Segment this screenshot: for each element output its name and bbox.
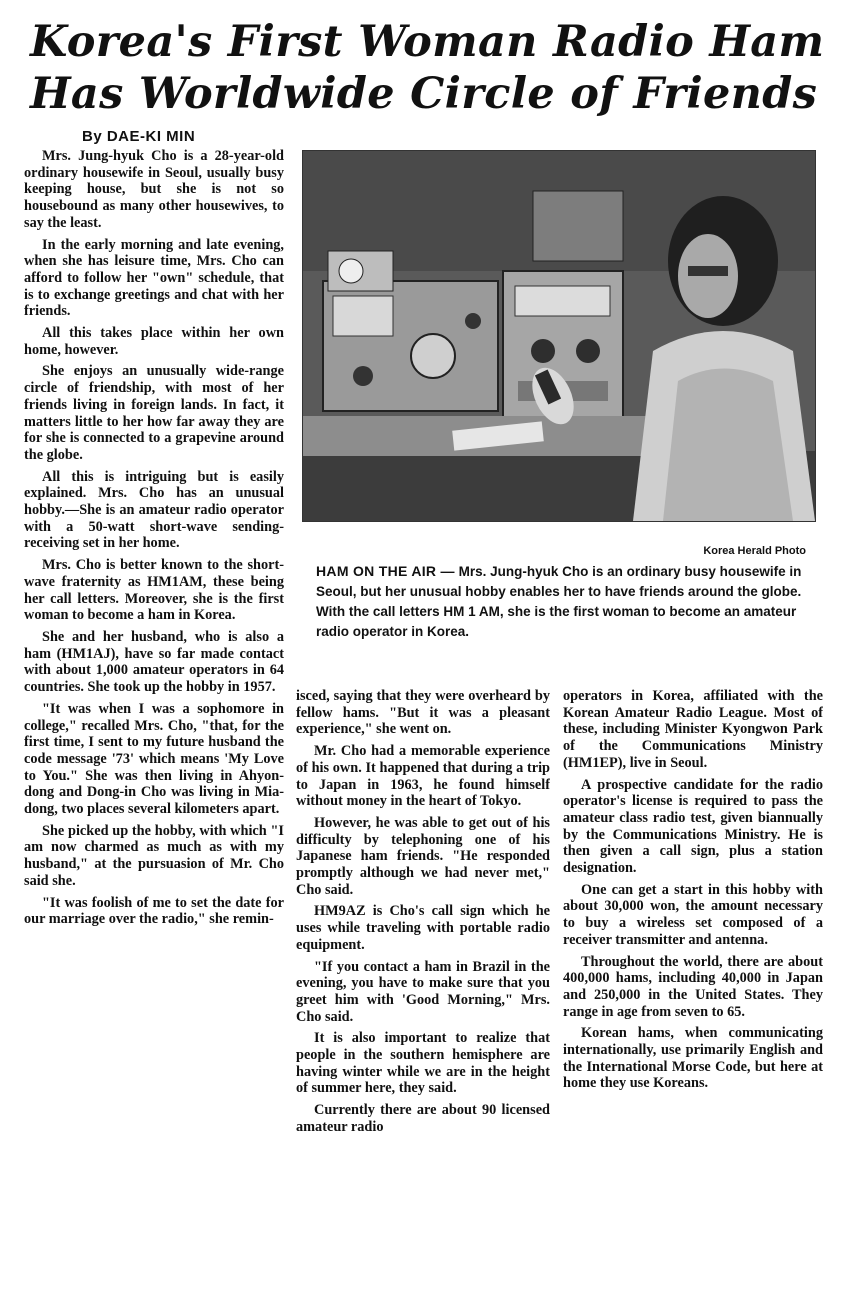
headline-line-1: Korea's First Woman Radio Ham	[30, 17, 825, 67]
paragraph: Korean hams, when communicating internationally, use primarily English and the International Morse Code, but here at home they use Koreans.	[563, 1025, 823, 1092]
caption-lead: HAM ON THE AIR —	[316, 563, 455, 579]
caption-text: Mrs. Jung-hyuk Cho is an ordinary busy housewife in Seoul, but her unusual hobby enables her to have friends around the globe. With the call letters HM 1 AM, she is the first woman to become an amateur radio operator in Korea.	[316, 564, 802, 639]
article-column-3	[563, 688, 823, 1300]
article-column-1	[24, 148, 284, 1300]
paragraph: A prospective candidate for the radio operator's license is required to pass the amateur class radio test, given biannually by the Communications Ministry. He is then given a call sign, plus a station designation.	[563, 776, 823, 877]
paragraph: Currently there are about 90 licensed amateur radio	[296, 1102, 550, 1135]
news-photo	[302, 150, 816, 522]
paragraph: However, he was able to get out of his difficulty by telephoning one of his Japanese ham friends. "He responded promptly although we had never met," Cho said.	[296, 814, 550, 898]
article-column-2	[296, 688, 550, 1300]
paragraph: isced, saying that they were overheard by fellow hams. "But it was a pleasant experience," she went on.	[296, 688, 550, 738]
paragraph: One can get a start in this hobby with about 30,000 won, the amount necessary to buy a wireless set composed of a receiver transmitter and antenna.	[563, 881, 823, 948]
paragraph: She and her husband, who is also a ham (HM1AJ), have so far made contact with about 1,000 amateur operators in 64 countries. She took up the hobby in 1957.	[24, 628, 284, 696]
paragraph: She enjoys an unusually wide-range circle of friendship, with most of her friends living in foreign lands. In fact, it matters little to her how far away they are for she is connected to a grapevine around the globe.	[24, 363, 284, 463]
photo-illustration	[303, 151, 815, 521]
paragraph: Mrs. Jung-hyuk Cho is a 28-year-old ordinary housewife in Seoul, usually busy keeping house, but she is not so housebound as many other housewives, to say the least.	[24, 148, 284, 231]
paragraph: "It was when I was a sophomore in college," recalled Mrs. Cho, "that, for the first time, I sent to my future husband the code message '73' which means 'My Love to You." She was then living in Ahyon-dong and Dong-in Cho was living in Mia-dong, two places several kilometers apart.	[24, 700, 284, 818]
headline-line-2: Has Worldwide Circle of Friends	[30, 69, 818, 119]
paragraph: She picked up the hobby, with which "I am now charmed as much as with my husband," at the pursuasion of Mr. Cho said she.	[24, 822, 284, 889]
paragraph: "If you contact a ham in Brazil in the evening, you have to make sure that you greet him with 'Good Morning," Mrs. Cho said.	[296, 958, 550, 1025]
paragraph: In the early morning and late evening, when she has leisure time, Mrs. Cho can afford to follow her "own" schedule, that is to exchange greetings and chat with her friends.	[24, 236, 284, 320]
byline: By DAE-KI MIN	[82, 128, 196, 145]
paragraph: Throughout the world, there are about 400,000 hams, including 40,000 in Japan and 250,000 in the United States. They range in age from seven to 65.	[563, 953, 823, 1020]
paragraph: It is also important to realize that people in the southern hemisphere are having winter while we are in the height of summer here, they said.	[296, 1030, 550, 1097]
paragraph: HM9AZ is Cho's call sign which he uses while traveling with portable radio equipment.	[296, 903, 550, 953]
paragraph: Mrs. Cho is better known to the short-wave fraternity as HM1AM, these being her call letters. Moreover, she is the first woman to become a ham in Korea.	[24, 557, 284, 624]
paragraph: operators in Korea, affiliated with the Korean Amateur Radio League. Most of these, including Minister Kyongwon Park of the Communications Ministry (HM1EP), live in Seoul.	[563, 688, 823, 771]
photo-caption	[316, 561, 816, 642]
photo-credit: Korea Herald Photo	[703, 545, 806, 557]
headline	[30, 16, 830, 120]
paragraph: All this is intriguing but is easily explained. Mrs. Cho has an unusual hobby.—She is an amateur radio operator with a 50-watt short-wave sending-receiving set in her home.	[24, 468, 284, 552]
paragraph: Mr. Cho had a memorable experience of his own. It happened that during a trip to Japan in 1963, he found himself without money in the heart of Tokyo.	[296, 743, 550, 810]
paragraph: "It was foolish of me to set the date for our marriage over the radio," she remin-	[24, 894, 284, 928]
paragraph: All this takes place within her own home, however.	[24, 325, 284, 358]
